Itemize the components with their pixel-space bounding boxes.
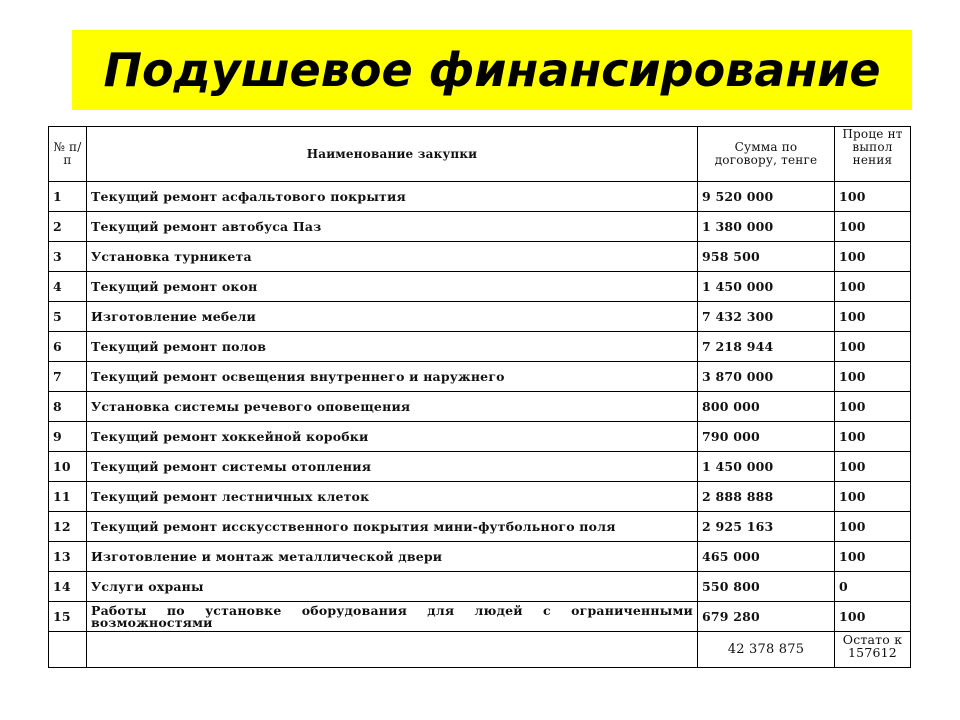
- col-header-name: Наименование закупки: [87, 127, 698, 182]
- table-row: [49, 182, 911, 212]
- table-row: [49, 302, 911, 332]
- row-percent: 100: [835, 512, 911, 542]
- row-name: Текущий ремонт системы отопления: [87, 452, 698, 482]
- row-sum: 790 000: [698, 422, 835, 452]
- row-sum: 1 450 000: [698, 452, 835, 482]
- row-percent: 100: [835, 332, 911, 362]
- total-sum: 42 378 875: [698, 632, 835, 668]
- row-name: Изготовление и монтаж металлической двери: [87, 542, 698, 572]
- total-empty-num: [49, 632, 87, 668]
- row-percent: 100: [835, 602, 911, 632]
- row-sum: 2 925 163: [698, 512, 835, 542]
- row-percent: 100: [835, 392, 911, 422]
- row-percent: 100: [835, 182, 911, 212]
- table-row: [49, 602, 911, 632]
- total-row: [49, 632, 911, 668]
- row-sum: 550 800: [698, 572, 835, 602]
- row-name: Текущий ремонт окон: [87, 272, 698, 302]
- row-sum: 465 000: [698, 542, 835, 572]
- col-header-num: № п/п: [49, 127, 87, 182]
- title-banner: [72, 30, 912, 110]
- row-number: 11: [49, 482, 87, 512]
- table-row: [49, 572, 911, 602]
- table-row: [49, 212, 911, 242]
- row-sum: 1 450 000: [698, 272, 835, 302]
- row-name: Установка системы речевого оповещения: [87, 392, 698, 422]
- row-percent: 100: [835, 422, 911, 452]
- row-name: Текущий ремонт исскусственного покрытия мини-футбольного поля: [87, 512, 698, 542]
- table-row: [49, 452, 911, 482]
- table-row: [49, 392, 911, 422]
- total-empty-name: [87, 632, 698, 668]
- header-row: [49, 127, 911, 182]
- row-number: 13: [49, 542, 87, 572]
- row-sum: 3 870 000: [698, 362, 835, 392]
- row-name: Текущий ремонт освещения внутреннего и наружнего: [87, 362, 698, 392]
- row-percent: 100: [835, 482, 911, 512]
- row-number: 8: [49, 392, 87, 422]
- row-name: Текущий ремонт автобуса Паз: [87, 212, 698, 242]
- page-title: Подушевое финансирование: [103, 43, 881, 97]
- total-remainder: Остато к 157612: [835, 632, 911, 668]
- row-name: Текущий ремонт лестничных клеток: [87, 482, 698, 512]
- table-row: [49, 482, 911, 512]
- row-number: 12: [49, 512, 87, 542]
- row-percent: 100: [835, 272, 911, 302]
- table-row: [49, 422, 911, 452]
- row-percent: 100: [835, 302, 911, 332]
- table-row: [49, 332, 911, 362]
- row-number: 9: [49, 422, 87, 452]
- table-row: [49, 512, 911, 542]
- row-name: Работы по установке оборудования для людей с ограниченными возможностями: [87, 602, 698, 632]
- row-number: 3: [49, 242, 87, 272]
- table-row: [49, 362, 911, 392]
- row-number: 6: [49, 332, 87, 362]
- row-sum: 800 000: [698, 392, 835, 422]
- table-row: [49, 242, 911, 272]
- row-name: Установка турникета: [87, 242, 698, 272]
- row-sum: 9 520 000: [698, 182, 835, 212]
- col-header-sum: Сумма по договору, тенге: [698, 127, 835, 182]
- row-number: 1: [49, 182, 87, 212]
- row-percent: 0: [835, 572, 911, 602]
- row-sum: 7 432 300: [698, 302, 835, 332]
- row-sum: 958 500: [698, 242, 835, 272]
- table-row: [49, 272, 911, 302]
- row-number: 5: [49, 302, 87, 332]
- row-sum: 2 888 888: [698, 482, 835, 512]
- row-sum: 1 380 000: [698, 212, 835, 242]
- row-sum: 7 218 944: [698, 332, 835, 362]
- row-number: 7: [49, 362, 87, 392]
- row-number: 10: [49, 452, 87, 482]
- row-name: Текущий ремонт асфальтового покрытия: [87, 182, 698, 212]
- col-header-pct: Проце нт выпол нения: [835, 127, 911, 182]
- row-percent: 100: [835, 362, 911, 392]
- row-percent: 100: [835, 542, 911, 572]
- row-number: 15: [49, 602, 87, 632]
- table-row: [49, 542, 911, 572]
- procurement-table: [48, 126, 911, 668]
- row-number: 4: [49, 272, 87, 302]
- row-number: 2: [49, 212, 87, 242]
- row-percent: 100: [835, 452, 911, 482]
- row-name: Текущий ремонт хоккейной коробки: [87, 422, 698, 452]
- row-name: Текущий ремонт полов: [87, 332, 698, 362]
- row-percent: 100: [835, 242, 911, 272]
- row-number: 14: [49, 572, 87, 602]
- row-name: Услуги охраны: [87, 572, 698, 602]
- row-sum: 679 280: [698, 602, 835, 632]
- row-percent: 100: [835, 212, 911, 242]
- row-name: Изготовление мебели: [87, 302, 698, 332]
